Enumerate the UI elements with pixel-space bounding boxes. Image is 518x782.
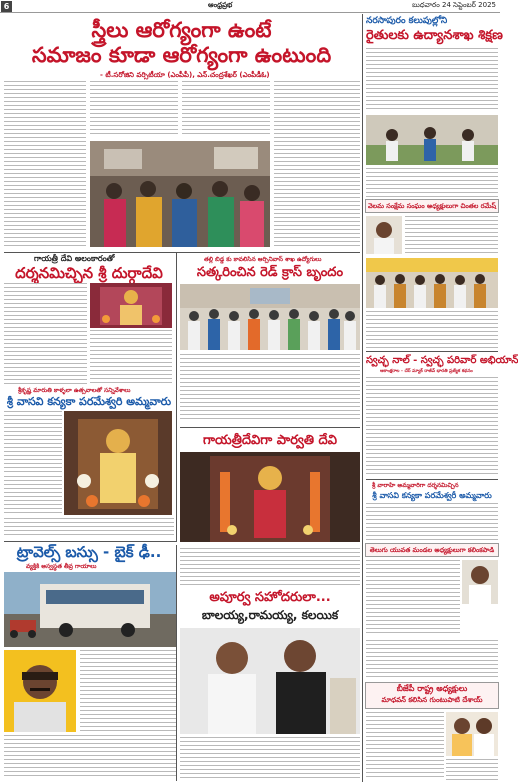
lead-body-col3 (182, 81, 270, 137)
velama-headline: వెలమ సంక్షేమ సంఘం అధ్యక్షులుగా చింతల రమేష్ (367, 202, 497, 210)
durga-kicker: గాయత్రీ దేవి అలంకారంతో (34, 254, 115, 263)
varahi-kicker: శ్రీ వారాహి అమ్మవారిగా దర్శనమిచ్చిన (372, 482, 459, 489)
telugu-headline: తెలుగు యువత మండల అధ్యక్షులుగా కలింకపాడి (369, 546, 495, 554)
vasavi-body-3 (4, 518, 174, 538)
telugu-body (366, 560, 460, 636)
durga-photo (90, 283, 172, 328)
divider (180, 427, 360, 428)
satkar-kicker: తల్లి బిడ్డ కు కావలిసిన ఆర్సినివాస్ శాఖ ఉద్యోగులు (204, 256, 322, 263)
lead-body-col1 (4, 81, 86, 247)
apurva-headline: అపూర్వ సహోదరులా... (209, 590, 331, 605)
lead-byline: - టీ.సరోజిని వర్సిటీయా (ఎంపీపీ), ఎన్.చంద్రశేఖర్ (ఎంపీడీఓ) (100, 71, 270, 79)
divider (4, 252, 360, 253)
bjp-headline: మాధవన్ కలిసిన గుంటుపాటి దేశాయ్ (381, 696, 483, 704)
durga-body-col2 (90, 330, 172, 384)
right-body-1 (366, 48, 498, 112)
vasavi-body (4, 411, 62, 473)
swachh-kicker: ఆకాంక్షరాల - చేర్ మ్యాక్ రాజీవ్ భారతి ప్రత్యేక కథనం (380, 369, 473, 374)
gayatri-headline: గాయత్రీదేవిగా పార్వతి దేవి (203, 433, 337, 448)
right-photo-1 (366, 115, 498, 165)
right-headline: రైతులకు ఉద్యానశాఖ శిక్షణ (366, 28, 503, 43)
divider (362, 14, 363, 782)
page-date: బుధవారం 24 సెప్టెంబర్ 2025 (412, 1, 496, 9)
varahi-body (366, 503, 498, 541)
apurva-body (180, 737, 360, 779)
travels-kicker: వ్యక్తికి అస్వస్థత తీవ్ర గాయాలు (26, 563, 97, 570)
satkar-headline: సత్కరించిన రెడ్ క్రాస్ బృందం (196, 265, 344, 280)
gayatri-photo (180, 452, 360, 542)
travels-body-2 (4, 735, 176, 779)
durga-headline: దర్శనమిచ్చిన శ్రీ దుర్గాదేవి (15, 264, 163, 282)
lead-headline-line2: సమాజం కూడా ఆరోగ్యంగా ఉంటుంది (31, 43, 332, 67)
swachh-body (366, 377, 498, 477)
varahi-headline: శ్రీ వాసవి కన్యకా పరమేశ్వరీ అమ్మవారు (372, 491, 492, 500)
vasavi-body-2 (4, 476, 62, 515)
lead-body-col2 (90, 81, 178, 137)
vasavi-sub-kicker: శ్రీకృష్ణ మారుతి కాళ్ళలా ఉత్సవాలతో సన్నివేశాలు (18, 387, 131, 394)
vasavi-photo (64, 411, 172, 515)
velama-photo-1 (366, 216, 402, 254)
vasavi-sub-headline: శ్రీ వాసవి కన్యకా పరమేశ్వరి అమ్మవారు (6, 395, 172, 408)
travels-body-1 (80, 650, 176, 732)
portrait-photo (4, 650, 76, 732)
bjp-kicker: బీజేపీ రాష్ట్ర అధ్యక్షులు (396, 684, 468, 693)
swachh-headline: స్వచ్ఛ నాల్ - స్వచ్ఛ పరివార్ అభియాన్ (366, 355, 518, 366)
apurva-sub: బాలయ్య,రామయ్య, కలయిక (201, 608, 339, 622)
telugu-body-2 (366, 640, 498, 680)
right-kicker: నరసాపురం కలుపుల్లోని (366, 16, 448, 26)
lead-photo (90, 141, 270, 247)
satkar-photo (180, 284, 360, 350)
divider (4, 541, 176, 542)
apurva-intro (180, 548, 360, 586)
durga-body-col1 (4, 283, 87, 384)
apurva-photo (180, 628, 360, 734)
divider (366, 479, 498, 480)
velama-photo-2 (366, 258, 498, 308)
velama-body-2 (366, 311, 498, 349)
lead-body-col4 (274, 81, 360, 247)
divider (176, 545, 177, 781)
page-header (0, 0, 500, 13)
bjp-photo (446, 712, 498, 756)
travels-headline: ట్రావెల్స్ బస్సు - బైక్ ఢీ.. (16, 543, 162, 561)
divider (366, 351, 498, 352)
right-body-2 (366, 168, 498, 198)
satkar-body (180, 354, 360, 422)
telugu-photo (462, 560, 498, 604)
bjp-body-2 (446, 759, 498, 780)
divider (176, 252, 177, 542)
travels-photo (4, 572, 176, 647)
page-number: 6 (1, 1, 12, 12)
paper-name: ఆంధ్రప్రభ (208, 1, 233, 9)
lead-headline-line1: స్త్రీలు ఆరోగ్యంగా ఉంటే (91, 18, 272, 42)
velama-body-1 (405, 216, 498, 254)
bjp-body (366, 712, 444, 780)
